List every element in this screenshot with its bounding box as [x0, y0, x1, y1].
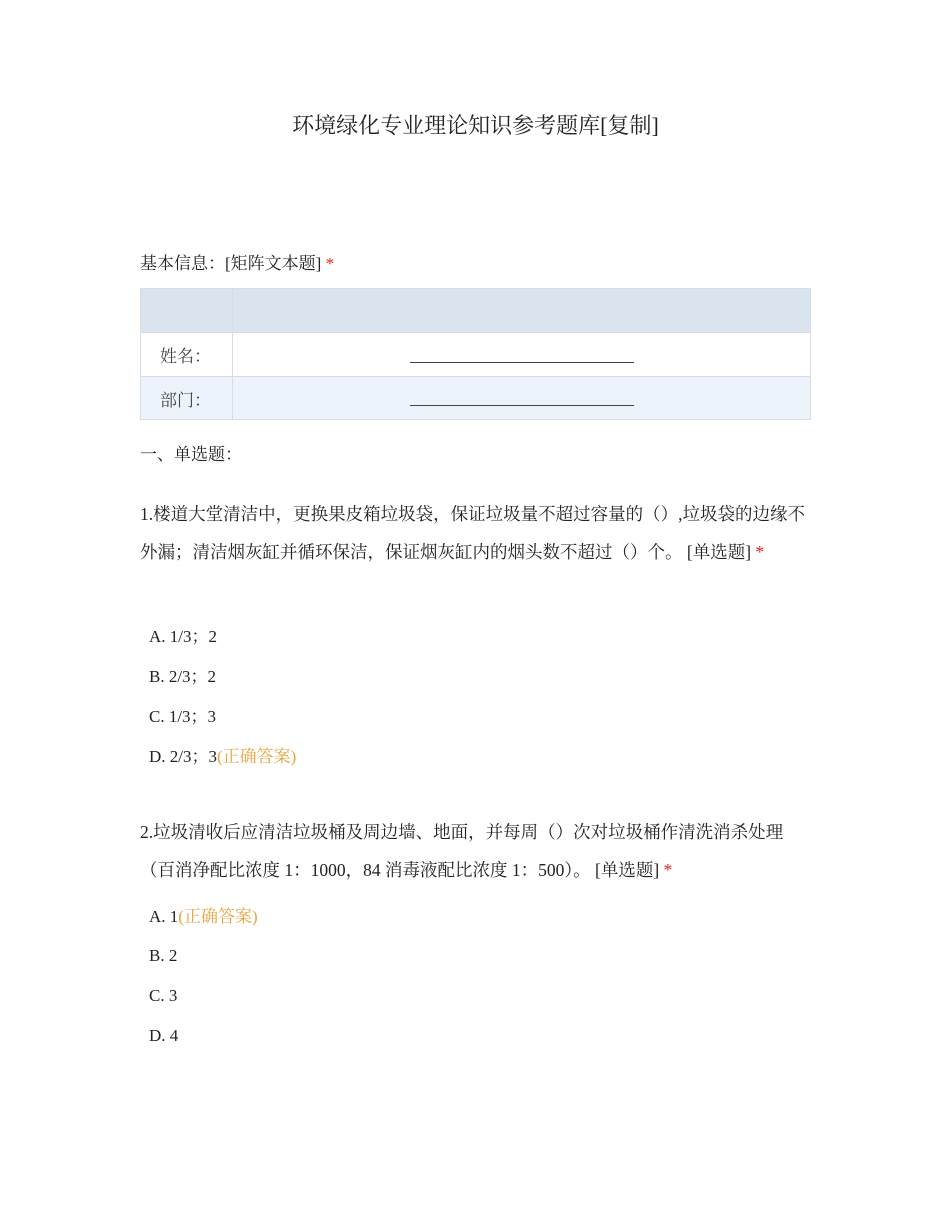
- question-2-option-b[interactable]: [149, 943, 177, 969]
- option-text: C. 1/3；3: [149, 707, 217, 726]
- section-title: 一、单选题：: [140, 445, 242, 464]
- department-field-cell: [233, 377, 811, 420]
- question-1-option-c[interactable]: [149, 704, 216, 730]
- question-2-option-a[interactable]: [149, 904, 258, 930]
- question-2-option-d[interactable]: [149, 1023, 178, 1049]
- question-2-text: 2.垃圾清收后应清洁垃圾桶及周边墙、地面，并每周（）次对垃圾桶作清洗消杀处理（百消净配比浓度 1：1000，84 消毒液配比浓度 1：500）。 [单选题]: [140, 822, 784, 880]
- name-label: 姓名：: [141, 333, 233, 377]
- matrix-row-department: [141, 377, 811, 420]
- correct-answer-tag: (正确答案): [178, 907, 258, 926]
- matrix-row-name: [141, 333, 811, 377]
- option-text: C. 3: [149, 986, 178, 1005]
- required-mark: *: [755, 541, 765, 562]
- department-field[interactable]: [410, 404, 634, 406]
- question-2: [140, 814, 811, 889]
- question-1: [140, 496, 811, 571]
- basic-info-label: [140, 251, 334, 277]
- question-1-text: 1.楼道大堂清洁中，更换果皮箱垃圾袋，保证垃圾量不超过容量的（）,垃圾袋的边缘不外漏；清洁烟灰缸并循环保洁，保证烟灰缸内的烟头数不超过（）个。 [单选题]: [140, 504, 805, 562]
- basic-info-matrix: [140, 288, 811, 420]
- question-1-option-b[interactable]: [149, 664, 216, 690]
- option-text: A. 1/3；2: [149, 627, 217, 646]
- basic-info-text: 基本信息：[矩阵文本题]: [140, 254, 322, 273]
- page-title: 环境绿化专业理论知识参考题库[复制]: [292, 113, 659, 138]
- required-mark: *: [663, 859, 673, 880]
- option-text: D. 2/3；3: [149, 747, 217, 766]
- department-label: 部门：: [141, 377, 233, 420]
- option-text: B. 2/3；2: [149, 667, 217, 686]
- name-field[interactable]: [410, 361, 634, 363]
- question-1-option-d[interactable]: [149, 744, 296, 770]
- correct-answer-tag: (正确答案): [217, 747, 297, 766]
- matrix-header-value-cell: [233, 289, 811, 333]
- option-text: A. 1: [149, 907, 179, 926]
- option-text: D. 4: [149, 1026, 179, 1045]
- matrix-header-label-cell: [141, 289, 233, 333]
- required-mark: *: [325, 254, 335, 273]
- question-1-option-a[interactable]: [149, 624, 217, 650]
- name-field-cell: [233, 333, 811, 377]
- matrix-header-row: [141, 289, 811, 333]
- question-2-option-c[interactable]: [149, 983, 177, 1009]
- option-text: B. 2: [149, 946, 178, 965]
